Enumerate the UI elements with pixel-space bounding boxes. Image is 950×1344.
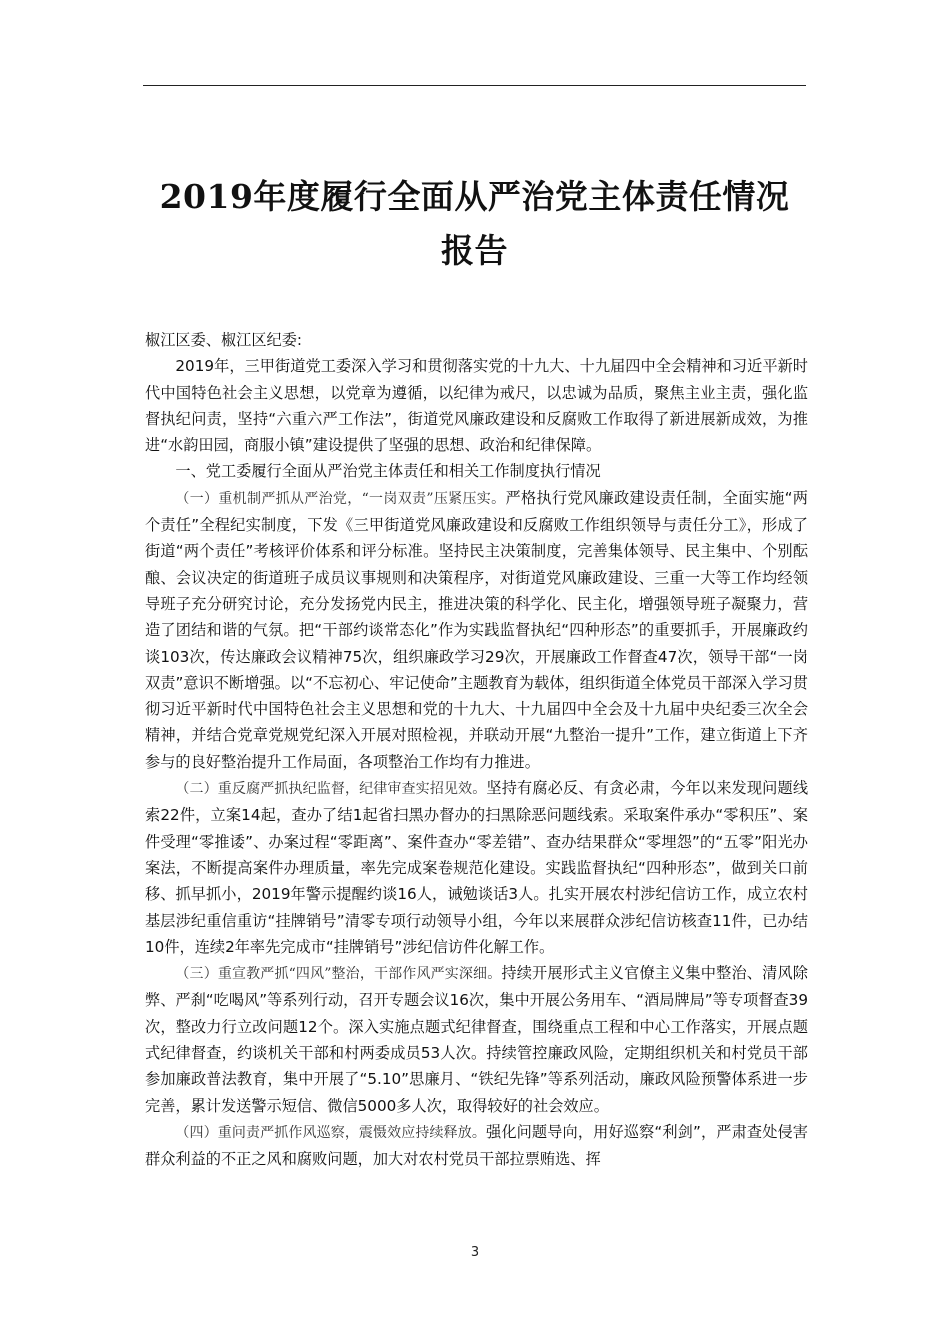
- paragraph: [145, 960, 808, 1119]
- salutation: 椒江区委、椒江区纪委:: [145, 331, 302, 349]
- section-heading: 一、党工委履行全面从严治党主体责任和相关工作制度执行情况: [175, 462, 601, 481]
- paragraph-lead: （三）重宣教严抓“四风”整治，干部作风严实深细。: [175, 966, 502, 983]
- document-title: 2019年度履行全面从严治党主体责任情况报告: [159, 177, 790, 270]
- paragraph: [145, 775, 808, 960]
- document-body: [145, 327, 808, 1173]
- paragraph: [145, 1119, 808, 1173]
- paragraph-text: 坚持有腐必反、有贪必肃，今年以来发现问题线索22件，立案14起，查办了结1起省扫黑办督办的扫黑除恶问题线索。采取案件承办“零积压”、案件受理“零推诿”、办案过程“零距离”、案件查办“零差错”、查办结果群众“零埋怨”的“五零”阳光办案法，不断提高案件办理质量，率先完成案卷规范化建设。实践监督执纪“四种形态”，做到关口前移、抓早抓小，2019年警示提醒约谈16人，诫勉谈话3人。扎实开展农村涉纪信访工作，成立农村基层涉纪重信重访“挂牌销号”清零专项行动领导小组，今年以来展群众涉纪信访核查11件，已办结10件，连续2年率先完成市“挂牌销号”涉纪信访件化解工作。: [145, 779, 809, 956]
- paragraph-lead: （一）重机制严抓从严治党，“一岗双责”压紧压实。: [175, 490, 506, 507]
- paragraph-text: 强化问题导向，用好巡察“利剑”，严肃查处侵害群众利益的不正之风和腐败问题，加大对农村党员干部拉票贿选、挥: [145, 1122, 808, 1169]
- paragraph-text: 严格执行党风廉政建设责任制，全面实施“两个责任”全程纪实制度，下发《三甲街道党风廉政建设和反腐败工作组织领导与责任分工》，形成了街道“两个责任”考核评价体系和评分标准。坚持民主决策制度，完善集体领导、民主集中、个别酝酿、会议决定的街道班子成员议事规则和决策程序，对街道党风廉政建设、三重一大等工作均经领导班子充分研究讨论，充分发扬党内民主，推进决策的科学化、民主化，增强领导班子凝聚力，营造了团结和谐的气氛。把“干部约谈常态化”作为实践监督执纪“四种形态”的重要抓手，开展廉政约谈103次，传达廉政会议精神75次，组织廉政学习29次，开展廉政工作督查47次，领导干部“一岗双责”意识不断增强。以“不忘初心、牢记使命”主题教育为载体，组织街道全体党员干部深入学习贯彻习近平新时代中国特色社会主义思想和党的十九大、十九届四中全会及十九届中央纪委三次全会精神，并结合党章党规党纪深入开展对照检视，并联动开展“九整治一提升”工作，建立街道上下齐参与的良好整治提升工作局面，各项整治工作均有力推进。: [145, 488, 808, 771]
- paragraph-lead: （二）重反腐严抓执纪监督，纪律审查实招见效。: [175, 781, 487, 798]
- paragraph-lead: （四）重问责严抓作风巡察，震慑效应持续释放。: [175, 1124, 487, 1141]
- intro-paragraph: 2019年，三甲街道党工委深入学习和贯彻落实党的十九大、十九届四中全会精神和习近平新时代中国特色社会主义思想，以党章为遵循，以纪律为戒尺，以忠诚为品质，聚焦主业主责，强化监督执纪问责，坚持“六重六严工作法”，街道党风廉政建设和反腐败工作取得了新进展新成效，为推进“水韵田园，商服小镇”建设提供了坚强的思想、政治和纪律保障。: [145, 357, 808, 455]
- paragraph-text: 持续开展形式主义官僚主义集中整治、清风除弊、严刹“吃喝风”等系列行动，召开专题会议16次，集中开展公务用车、“酒局牌局”等专项督查39次，整改力行立改问题12个。深入实施点题式纪律督查，围绕重点工程和中心工作落实，开展点题式纪律督查，约谈机关干部和村两委成员53人次。持续管控廉政风险，定期组织机关和村党员干部参加廉政普法教育，集中开展了“5.10”思廉月、“铁纪先锋”等系列活动，廉政风险预警体系进一步完善，累计发送警示短信、微信5000多人次，取得较好的社会效应。: [145, 964, 808, 1115]
- page-number: 3: [470, 1245, 480, 1260]
- paragraph: [145, 485, 808, 775]
- header-rule: [143, 85, 806, 86]
